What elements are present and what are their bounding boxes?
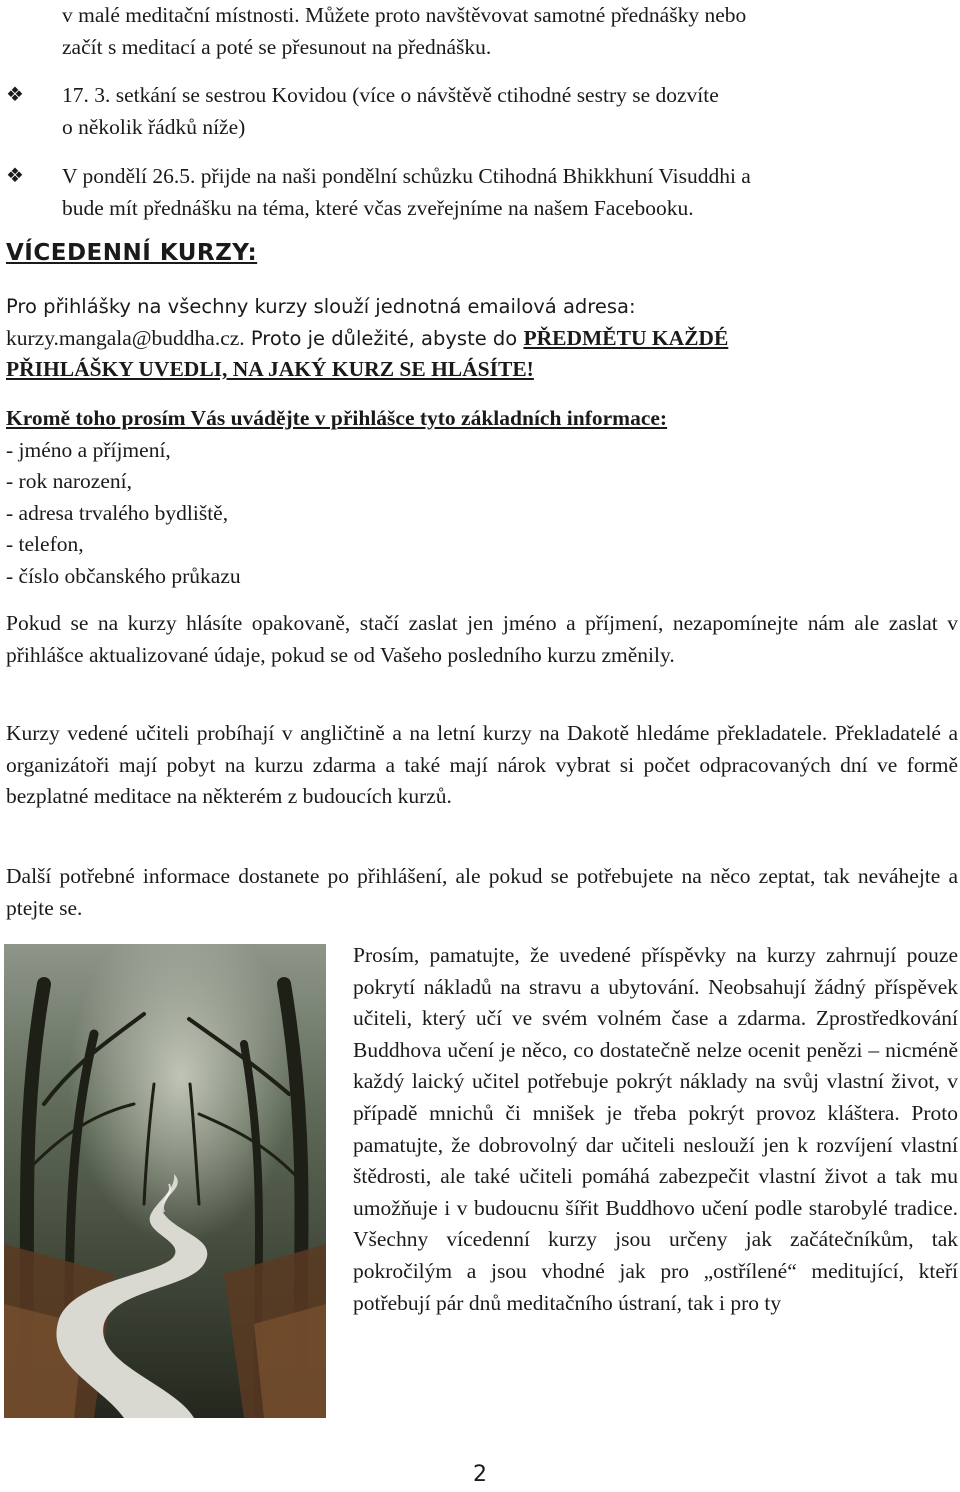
list-item: - telefon,: [6, 532, 84, 556]
emphasis-course: PŘIHLÁŠKY UVEDLI, NA JAKÝ KURZ SE HLÁSÍTE!: [6, 357, 534, 381]
signup-email: kurzy.mangala@buddha.cz.: [6, 325, 245, 350]
required-info-title: Kromě toho prosím Vás uvádějte v přihlášce tyto základních informace:: [6, 406, 668, 430]
bullet-icon: ❖: [6, 165, 24, 187]
forest-path-photo: [4, 944, 326, 1418]
emphasis-subject: PŘEDMĚTU KAŽDÉ: [523, 325, 729, 350]
donation-paragraph: Prosím, pamatujte, že uvedené příspěvky na kurzy zahrnují pouze pokrytí nákladů na stravu a ubytování. Neobsahují žádný příspěvek učiteli, který učí ve svém volném čase a zdarma. Zprostředkování Buddhova učení je něco, co dostatečně nelze ocenit penězi – nicméně každý laický učitel potřebuje pokrýt náklady na svůj vlastní život, v případě mnichů či mnišek je třeba pokrýt provoz kláštera. Proto pamatujte, že dobrovolný dar učiteli neslouží jen k rozvíjení vlastní štědrosti, ale také učiteli pomáhá zabezpečit vlastní život a tak mu umožňuje i v budoucnu šířit Buddhovo učení podle starobylé tradice. Všechny vícedenní kurzy jsou určeny jak začátečníkům, tak pokročilým a jsou vhodné jak pro „ostřílené“ meditující, kteří potřebují pár dnů meditačního ústraní, tak i pro ty: [353, 943, 958, 1315]
bullet-icon: ❖: [6, 84, 24, 106]
list-item: - jméno a příjmení,: [6, 437, 171, 462]
signup-text: Pro přihlášky na všechny kurzy slouží jednotná emailová adresa: kurzy.mangala@buddha.cz. Proto je důležité, abyste do PŘEDMĚTU KAŽDÉ PŘIHLÁŠKY UVEDLI, NA JAKÝ KURZ SE HLÁSÍTE!: [6, 291, 956, 386]
list-item: - adresa trvalého bydliště,: [6, 500, 229, 525]
more-info-paragraph: Další potřebné informace dostanete po přihlášení, ale pokud se potřebujete na něco zeptat, tak neváhejte a ptejte se.: [6, 864, 958, 920]
list-item: - rok narození,: [6, 469, 132, 493]
list-item: - číslo občanského průkazu: [6, 563, 241, 588]
intro-text: v malé meditační místnosti. Můžete proto navštěvovat samotné přednášky nebo začít s meditací a poté se přesunout na přednášku.: [62, 3, 747, 59]
forest-path-illustration: [4, 944, 326, 1418]
translators-paragraph: Kurzy vedené učiteli probíhají v angličtině a na letní kurzy na Dakotě hledáme překladatele. Překladatelé a organizátoři mají pobyt na kurzu zdarma a také mají nárok vybrat si počet odpracovaných dní ve formě bezplatné meditace na některém z budoucích kurzů.: [6, 721, 958, 808]
bullet-item-2: V pondělí 26.5. přijde na naši pondělní schůzku Ctihodná Bhikkhuní Visuddhi a bude mít přednášku na téma, které včas zveřejníme na našem Facebooku.: [62, 164, 751, 220]
repeat-signup-paragraph: Pokud se na kurzy hlásíte opakovaně, stačí zaslat jen jméno a příjmení, nezapomínejte nám ale zaslat v přihlášce aktualizované údaje, pokud se od Vašeho posledního kurzu změnily.: [6, 611, 958, 667]
page-number: 2: [473, 1462, 487, 1487]
section-heading: VÍCEDENNÍ KURZY:: [6, 240, 258, 266]
bullet-item-1: 17. 3. setkání se sestrou Kovidou (více o návštěvě ctihodné sestry se dozvíte o několik řádků níže): [62, 83, 719, 139]
required-info: [6, 403, 956, 592]
